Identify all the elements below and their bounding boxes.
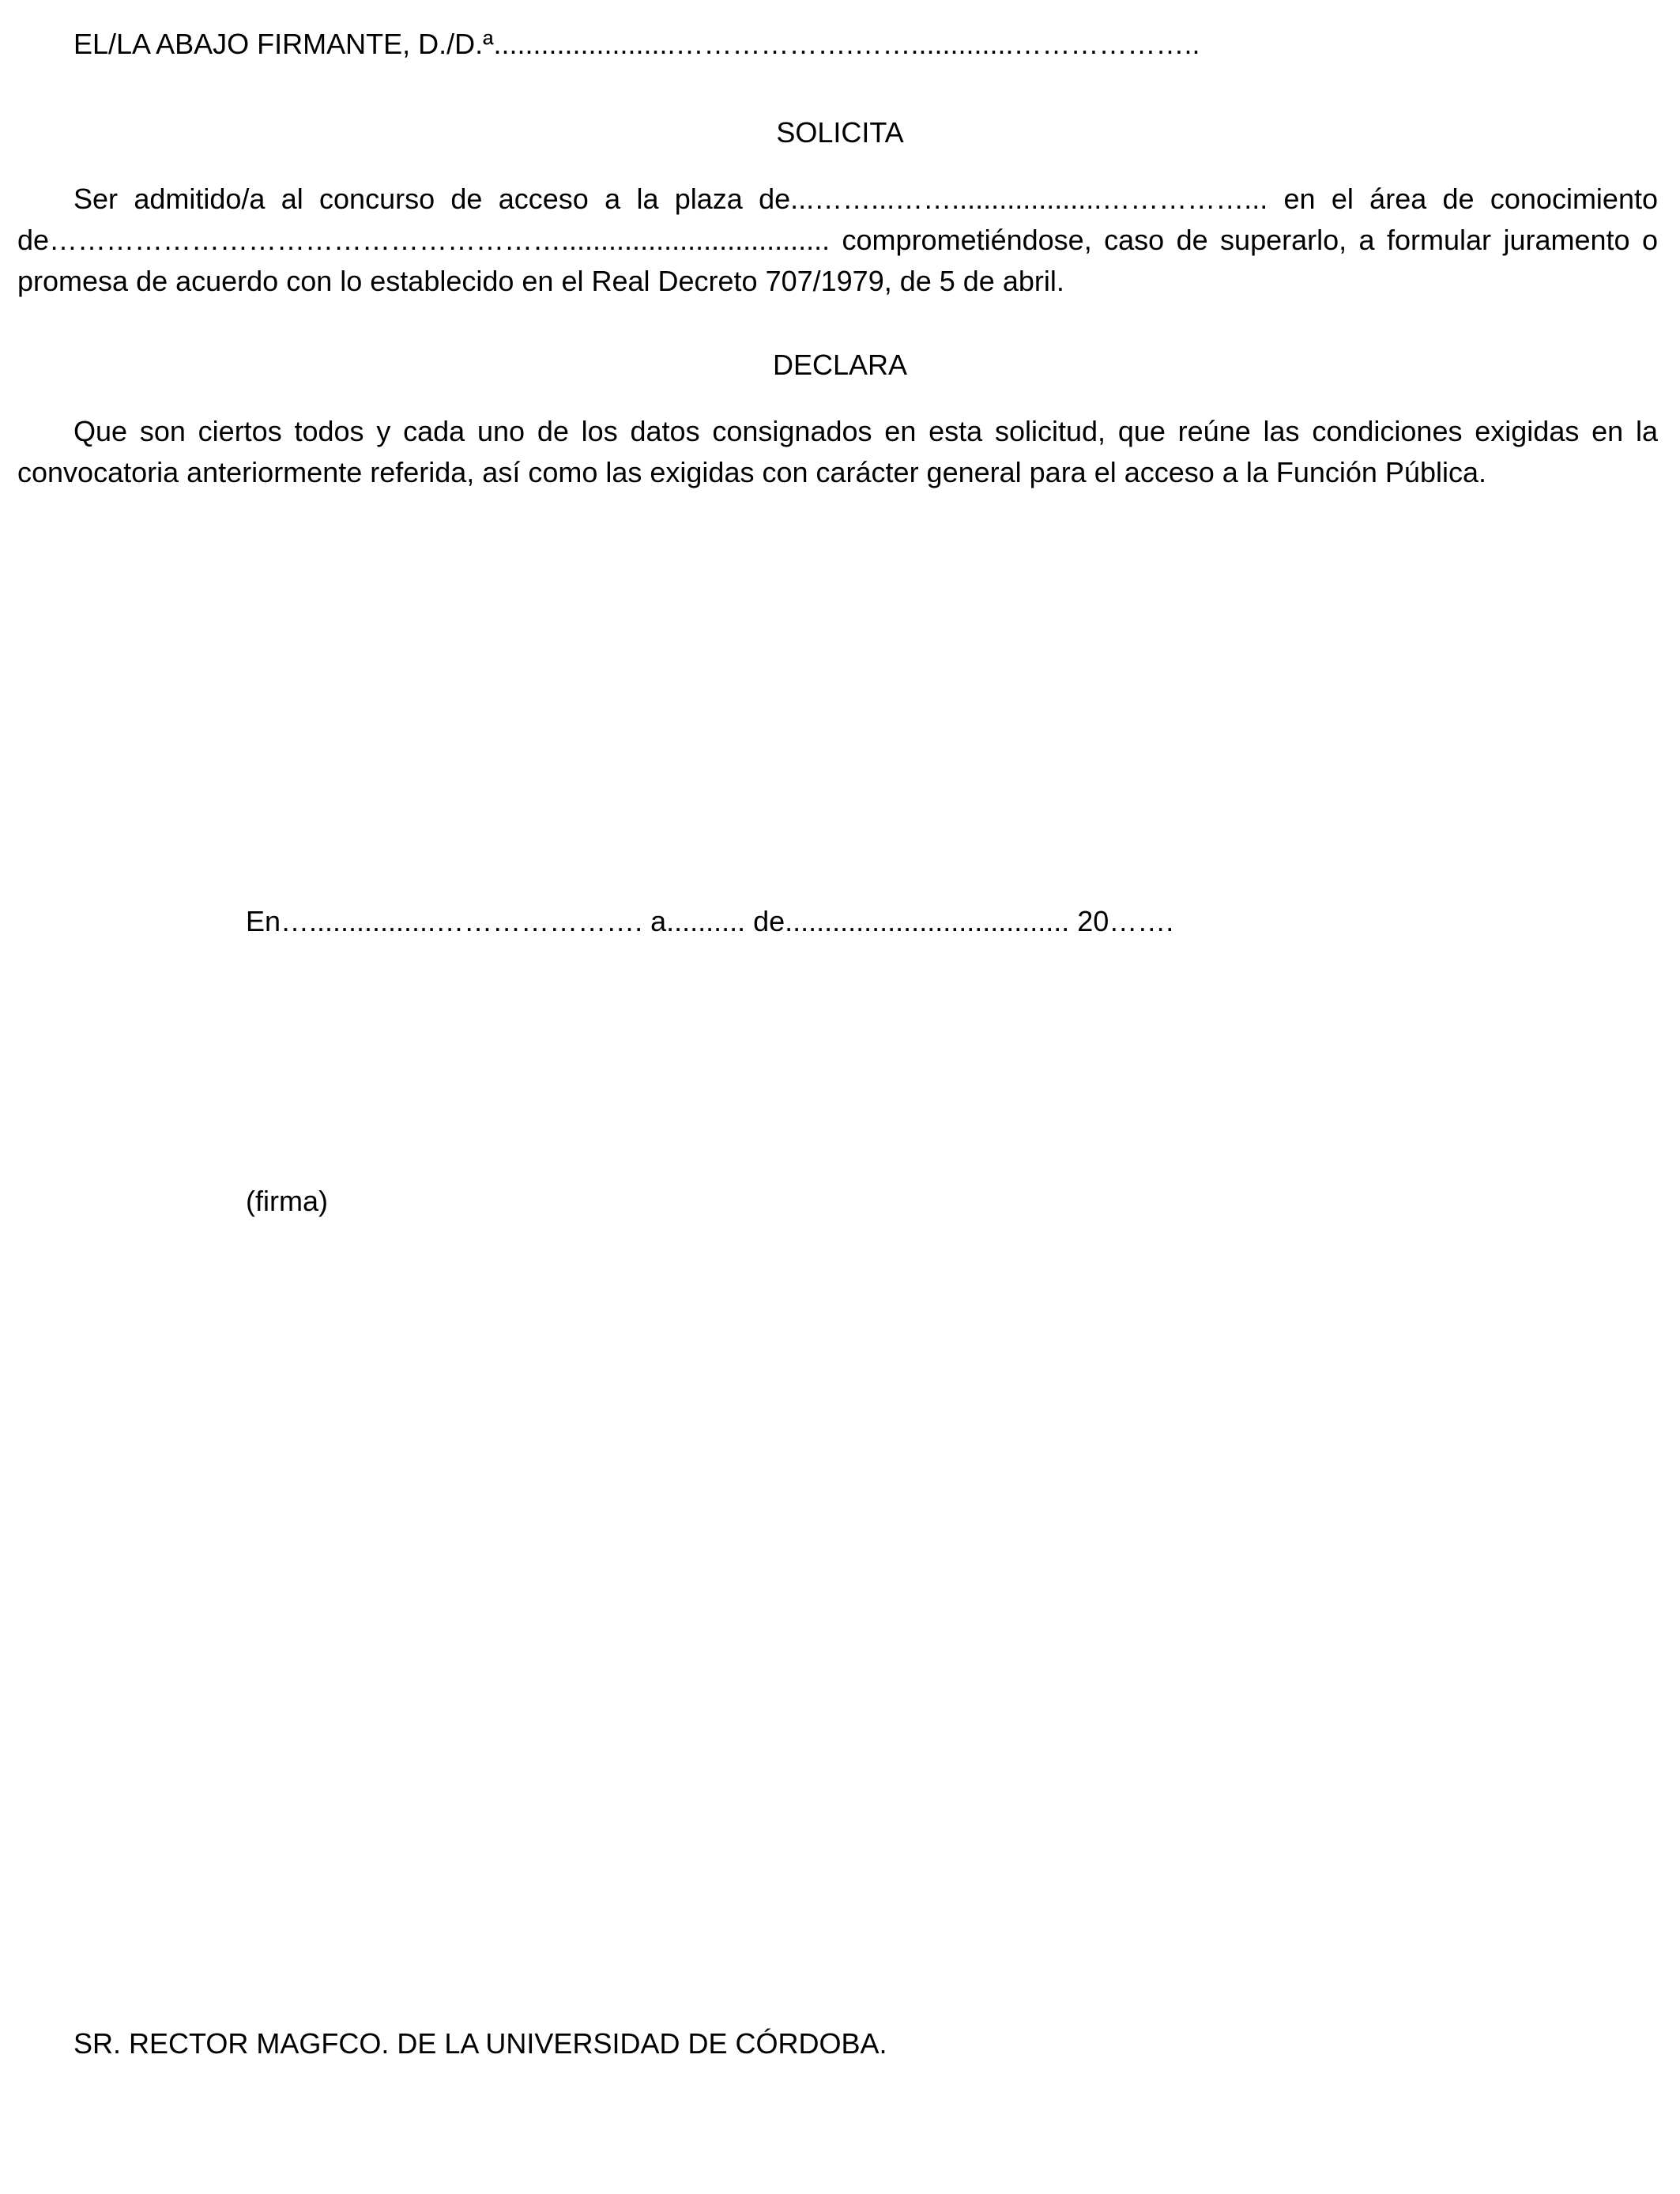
firmante-line: EL/LA ABAJO FIRMANTE, D./D.ª.......................……………….…….............……………….. <box>73 28 1200 60</box>
signature-label: (firma) <box>246 1185 328 1217</box>
solicita-heading: SOLICITA <box>776 116 904 149</box>
declara-heading: DECLARA <box>772 349 908 381</box>
solicita-paragraph: Ser admitido/a al concurso de acceso a la plaza de...……...……...................……………... en el área de conocimiento de……………………………………………….................................. comprometiéndose, caso de superarlo, a formular juramento o promesa de acuerdo con lo establecido en el Real Decreto 707/1979, de 5 de abril. <box>17 183 1658 297</box>
addressee-line: SR. RECTOR MAGFCO. DE LA UNIVERSIDAD DE CÓRDOBA. <box>73 2027 887 2060</box>
declara-paragraph: Que son ciertos todos y cada uno de los datos consignados en esta solicitud, que reúne las condiciones exigidas en la convocatoria anteriormente referida, así como las exigidas con carácter general para el acceso a la Función Pública. <box>17 415 1658 488</box>
place-date-line: En…................…………………. a.......... de.................................... 20……. <box>246 905 1174 937</box>
